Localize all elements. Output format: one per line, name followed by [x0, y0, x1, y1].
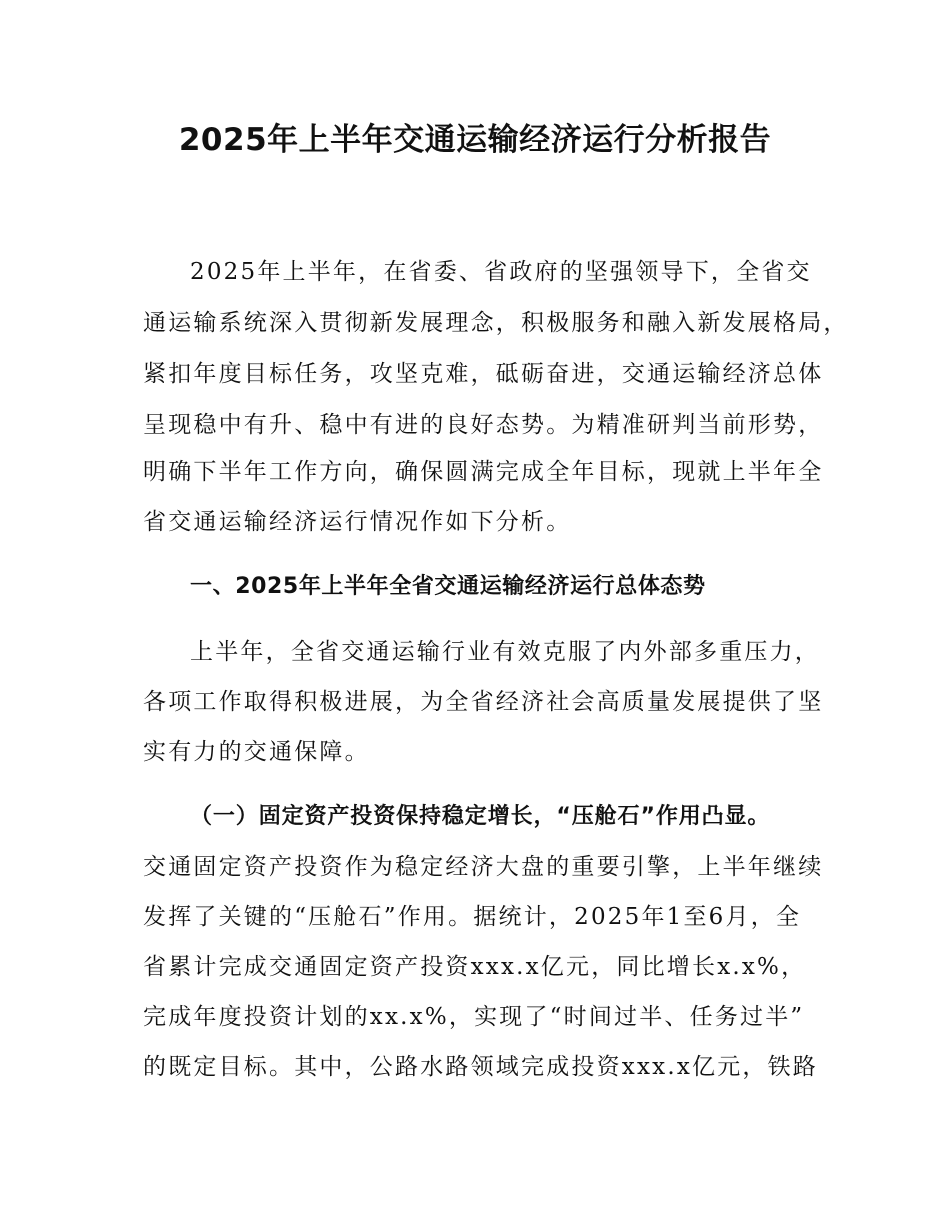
document-title: 2025年上半年交通运输经济运行分析报告: [178, 122, 772, 158]
paragraph-1-line-3: 紧扣年度目标任务，攻坚克难，砥砺奋进，交通运输经济总体: [143, 361, 824, 387]
paragraph-3-line-3: 省累计完成交通固定资产投资xxx.x亿元，同比增长x.x%，: [143, 954, 807, 980]
paragraph-3-line-1: 交通固定资产投资作为稳定经济大盘的重要引擎，上半年继续: [143, 854, 824, 880]
paragraph-1-line-2: 通运输系统深入贯彻新发展理念，积极服务和融入新发展格局，: [143, 310, 849, 336]
paragraph-3-line-4: 完成年度投资计划的xx.x%，实现了“时间过半、任务过半”: [143, 1004, 805, 1030]
section-heading-1: 一、2025年上半年全省交通运输经济运行总体态势: [190, 574, 706, 599]
paragraph-2-line-3: 实有力的交通保障。: [143, 739, 370, 765]
paragraph-2-line-1: 上半年，全省交通运输行业有效克服了内外部多重压力，: [190, 639, 820, 665]
paragraph-1-line-6: 省交通运输经济运行情况作如下分析。: [143, 509, 572, 535]
paragraph-1-line-5: 明确下半年工作方向，确保圆满完成全年目标，现就上半年全: [143, 459, 824, 485]
paragraph-3-line-5: 的既定目标。其中，公路水路领域完成投资xxx.x亿元，铁路: [143, 1054, 818, 1080]
paragraph-3-line-2: 发挥了关键的“压舱石”作用。据统计，2025年1至6月，全: [143, 904, 802, 930]
paragraph-1-line-1: 2025年上半年，在省委、省政府的坚强领导下，全省交: [190, 259, 812, 285]
paragraph-2-line-2: 各项工作取得积极进展，为全省经济社会高质量发展提供了坚: [143, 689, 824, 715]
subsection-heading-1: （一）固定资产投资保持稳定增长，“压舱石”作用凸显。: [190, 804, 771, 829]
paragraph-1-line-4: 呈现稳中有升、稳中有进的良好态势。为精准研判当前形势，: [143, 412, 824, 438]
